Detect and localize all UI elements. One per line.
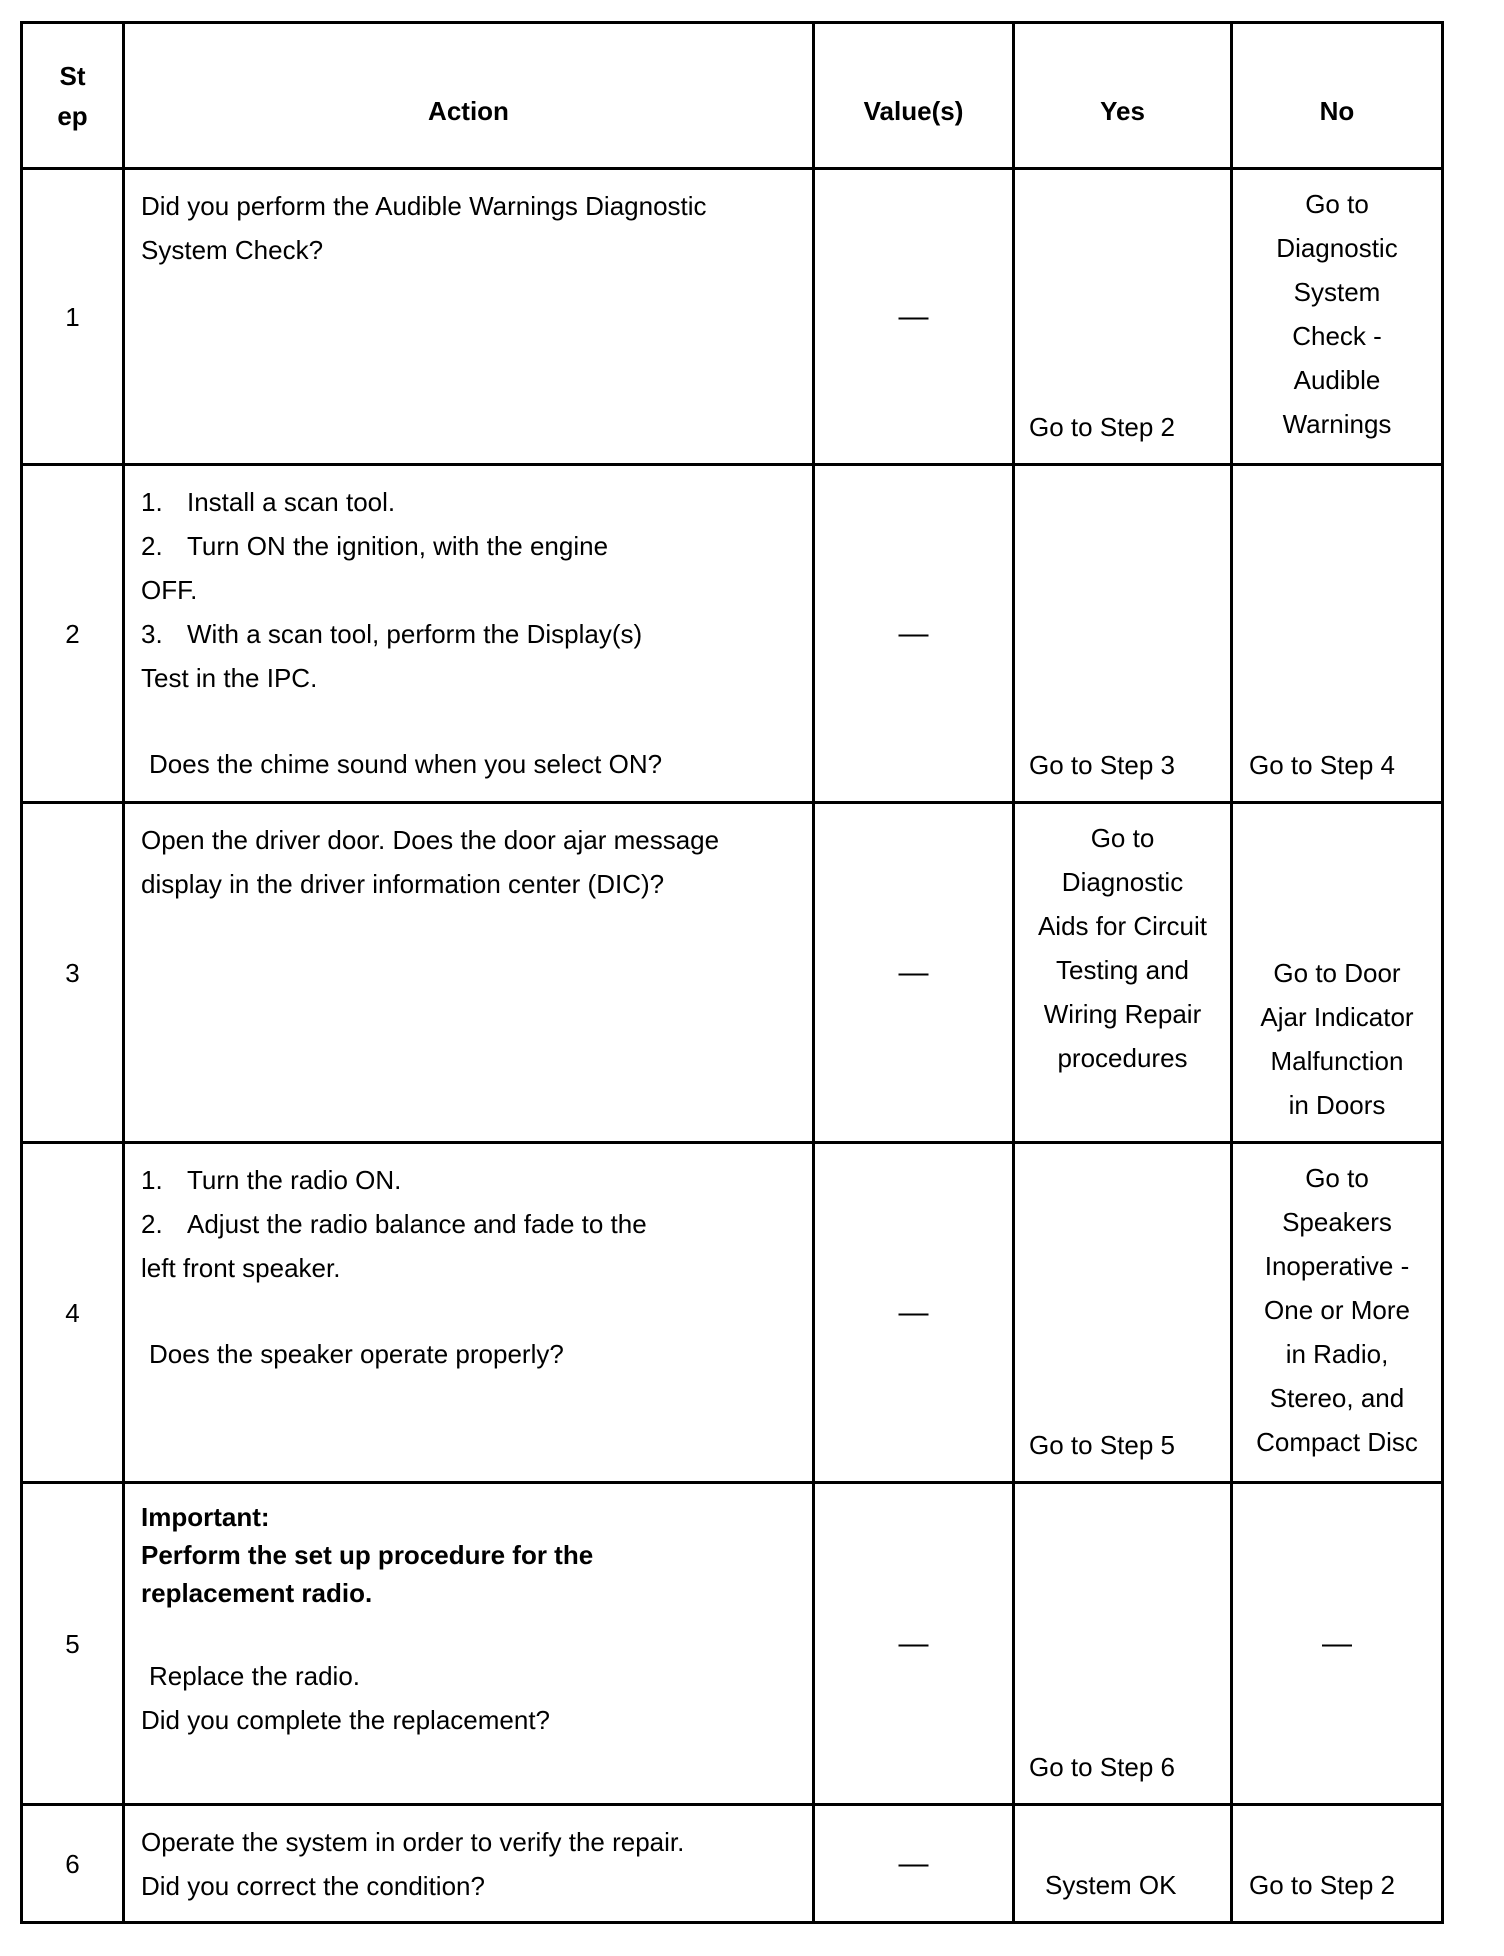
- yes-text: Testing and: [1056, 955, 1189, 985]
- no-link[interactable]: Go to Step 4: [1249, 750, 1395, 780]
- action-cell: [124, 1483, 814, 1805]
- no-text: Compact Disc: [1256, 1427, 1418, 1457]
- action-text: Test in the IPC.: [141, 663, 318, 693]
- no-cell: [1232, 803, 1443, 1143]
- yes-link[interactable]: Go to Step 5: [1029, 1430, 1175, 1460]
- header-step-line1: St: [59, 60, 86, 91]
- no-cell: [1232, 169, 1443, 465]
- no-link[interactable]: [1233, 170, 1441, 456]
- table-row: [22, 1805, 1443, 1923]
- yes-link[interactable]: Go to Step 3: [1029, 750, 1175, 780]
- no-text: One or More: [1264, 1295, 1410, 1325]
- header-step: [22, 23, 124, 169]
- important-text: Perform the set up procedure for the: [141, 1540, 594, 1570]
- action-text: Turn the radio ON.: [187, 1165, 402, 1195]
- value-cell: —: [814, 1483, 1014, 1805]
- no-text: Malfunction: [1270, 1046, 1404, 1076]
- action-text: Did you perform the Audible Warnings Diagnostic: [141, 191, 707, 221]
- action-text: Operate the system in order to verify the repair.: [141, 1827, 685, 1857]
- no-cell: [1232, 1805, 1443, 1923]
- no-text: Speakers: [1282, 1207, 1392, 1237]
- header-row: [22, 23, 1443, 169]
- action-text: Turn ON the ignition, with the engine: [187, 531, 609, 561]
- yes-result: System OK: [1045, 1870, 1177, 1900]
- yes-link[interactable]: Go to Step 2: [1029, 412, 1175, 442]
- no-text: Go to: [1305, 1163, 1369, 1193]
- action-text: left front speaker.: [141, 1253, 341, 1283]
- yes-cell: [1014, 1143, 1232, 1483]
- action-cell: [124, 1143, 814, 1483]
- no-text: Ajar Indicator: [1260, 1002, 1414, 1032]
- value-cell: —: [814, 1143, 1014, 1483]
- action-text: Did you complete the replacement?: [141, 1705, 551, 1735]
- yes-text: Diagnostic: [1061, 867, 1184, 897]
- value-cell: —: [814, 169, 1014, 465]
- no-text: in Radio,: [1285, 1339, 1389, 1369]
- no-text: Go to: [1305, 189, 1369, 219]
- action-cell: [124, 465, 814, 803]
- header-action: Action: [124, 23, 814, 169]
- yes-text: procedures: [1057, 1043, 1188, 1073]
- step-number: 3: [22, 803, 124, 1143]
- yes-text: Go to: [1090, 823, 1155, 853]
- action-text: Replace the radio.: [149, 1661, 361, 1691]
- item-number: 3.: [141, 619, 163, 649]
- no-text: Inoperative -: [1264, 1251, 1410, 1281]
- value-cell: —: [814, 465, 1014, 803]
- question-text: Does the chime sound when you select ON?: [149, 749, 663, 779]
- yes-cell: [1014, 465, 1232, 803]
- no-text: Warnings: [1282, 409, 1392, 439]
- action-text: display in the driver information center (DIC)?: [141, 869, 665, 899]
- table-row: [22, 803, 1443, 1143]
- no-text: Check -: [1292, 321, 1382, 351]
- action-text: Install a scan tool.: [187, 487, 396, 517]
- step-number: 2: [22, 465, 124, 803]
- action-text: System Check?: [141, 235, 324, 265]
- no-text: Diagnostic: [1276, 233, 1398, 263]
- yes-text: Wiring Repair: [1043, 999, 1202, 1029]
- no-text: Stereo, and: [1269, 1383, 1405, 1413]
- table-row: [22, 1143, 1443, 1483]
- important-label: Important:: [141, 1502, 270, 1532]
- yes-cell: [1014, 1483, 1232, 1805]
- important-text: replacement radio.: [141, 1578, 373, 1608]
- item-number: 1.: [141, 487, 163, 517]
- header-yes: Yes: [1014, 23, 1232, 169]
- value-cell: —: [814, 803, 1014, 1143]
- action-cell: [124, 803, 814, 1143]
- table-row: [22, 169, 1443, 465]
- item-number: 2.: [141, 531, 163, 561]
- no-cell: [1232, 465, 1443, 803]
- step-number: 4: [22, 1143, 124, 1483]
- action-cell: [124, 1805, 814, 1923]
- table-row: [22, 465, 1443, 803]
- value-cell: —: [814, 1805, 1014, 1923]
- yes-cell: [1014, 1805, 1232, 1923]
- no-value: —: [1322, 1626, 1352, 1660]
- action-text: Open the driver door. Does the door ajar message: [141, 825, 720, 855]
- yes-link[interactable]: [1015, 804, 1230, 1090]
- step-number: 5: [22, 1483, 124, 1805]
- yes-cell: [1014, 169, 1232, 465]
- no-text: System: [1293, 277, 1381, 307]
- header-no: No: [1232, 23, 1443, 169]
- table-row: [22, 1483, 1443, 1805]
- no-text: Go to Door: [1273, 958, 1401, 988]
- no-text: Audible: [1293, 365, 1381, 395]
- no-link[interactable]: [1233, 951, 1441, 1127]
- question-text: Does the speaker operate properly?: [149, 1339, 564, 1369]
- no-text: in Doors: [1288, 1090, 1386, 1120]
- yes-link[interactable]: Go to Step 6: [1029, 1752, 1175, 1782]
- step-number: 6: [22, 1805, 124, 1923]
- step-number: 1: [22, 169, 124, 465]
- no-link[interactable]: [1233, 1144, 1441, 1474]
- action-cell: [124, 169, 814, 465]
- no-cell: [1232, 1143, 1443, 1483]
- yes-text: Aids for Circuit: [1037, 911, 1208, 941]
- item-number: 1.: [141, 1165, 163, 1195]
- header-values: Value(s): [814, 23, 1014, 169]
- header-step-line2: ep: [57, 100, 88, 131]
- action-text: OFF.: [141, 575, 198, 605]
- no-link[interactable]: Go to Step 2: [1249, 1870, 1395, 1900]
- action-text: Did you correct the condition?: [141, 1871, 485, 1901]
- action-text: With a scan tool, perform the Display(s): [187, 619, 643, 649]
- item-number: 2.: [141, 1209, 163, 1239]
- no-cell: [1232, 1483, 1443, 1805]
- action-text: Adjust the radio balance and fade to the: [187, 1209, 647, 1239]
- yes-cell: [1014, 803, 1232, 1143]
- diagnostic-table: [20, 21, 1444, 1924]
